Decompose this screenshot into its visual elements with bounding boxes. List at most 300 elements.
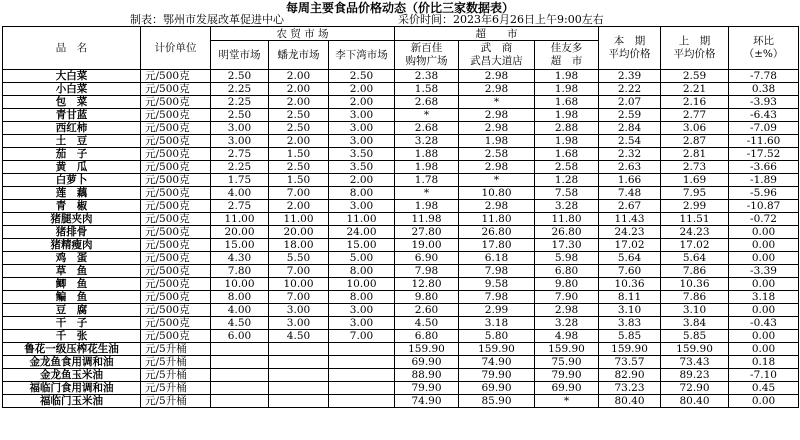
price-cell: 2.99 (661, 200, 729, 213)
unit-cell: 元/5升桶 (141, 382, 211, 395)
price-cell: 0.00 (729, 395, 799, 408)
price-cell (329, 369, 395, 382)
table-body (3, 70, 799, 408)
price-cell: 2.16 (661, 96, 729, 109)
table-row (3, 343, 799, 356)
price-cell: 1.66 (599, 174, 661, 187)
price-cell: 2.84 (599, 122, 661, 135)
price-cell: 2.73 (661, 161, 729, 174)
price-cell: 7.98 (459, 291, 535, 304)
price-cell: 3.10 (599, 304, 661, 317)
price-cell: 2.59 (661, 70, 729, 83)
price-cell: 75.90 (535, 356, 599, 369)
price-cell: 1.98 (535, 83, 599, 96)
price-cell (329, 382, 395, 395)
price-cell: * (535, 395, 599, 408)
price-cell: 2.00 (269, 200, 329, 213)
price-cell: -10.87 (729, 200, 799, 213)
table-row (3, 96, 799, 109)
item-name-cell: 青 椒 (3, 200, 141, 213)
unit-cell: 元/500克 (141, 330, 211, 343)
item-name-cell: 鸡 蛋 (3, 252, 141, 265)
price-cell: 10.00 (329, 278, 395, 291)
unit-cell: 元/500克 (141, 187, 211, 200)
price-cell: 6.80 (535, 265, 599, 278)
header-market-jiayouduo (535, 41, 599, 70)
item-name-cell: 猪精瘦肉 (3, 239, 141, 252)
table-header (3, 27, 799, 70)
price-cell (329, 356, 395, 369)
price-cell: 10.00 (269, 278, 329, 291)
item-name-cell: 鳊 鱼 (3, 291, 141, 304)
price-cell (211, 369, 269, 382)
price-cell: 20.00 (211, 226, 269, 239)
header-market-mingtang (211, 41, 269, 70)
price-cell: -7.09 (729, 122, 799, 135)
price-cell: 8.00 (329, 187, 395, 200)
price-cell (211, 356, 269, 369)
item-name-cell: 金龙鱼玉米油 (3, 369, 141, 382)
unit-cell: 元/500克 (141, 135, 211, 148)
unit-cell: 元/500克 (141, 96, 211, 109)
item-name-cell: 黄 瓜 (3, 161, 141, 174)
price-cell: 2.63 (599, 161, 661, 174)
price-cell: 2.25 (211, 83, 269, 96)
price-cell: 69.90 (459, 382, 535, 395)
price-cell: 2.81 (661, 148, 729, 161)
price-cell: 0.00 (729, 304, 799, 317)
price-cell: 2.07 (599, 96, 661, 109)
price-cell: 0.18 (729, 356, 799, 369)
price-cell: 2.75 (211, 148, 269, 161)
price-cell: 1.98 (535, 70, 599, 83)
price-cell: 2.50 (269, 161, 329, 174)
price-cell: 5.50 (269, 252, 329, 265)
price-cell: 6.80 (395, 330, 459, 343)
header-unit: 计价单位 (141, 27, 211, 70)
price-cell (211, 382, 269, 395)
table-row (3, 291, 799, 304)
table-row (3, 304, 799, 317)
price-cell: 73.23 (599, 382, 661, 395)
price-cell: 7.00 (329, 330, 395, 343)
item-name-cell: 豆 腐 (3, 304, 141, 317)
price-cell: 159.90 (459, 343, 535, 356)
price-cell: 0.00 (729, 226, 799, 239)
price-cell: 27.80 (395, 226, 459, 239)
header-market-lixiawan (329, 41, 395, 70)
price-cell: 2.25 (211, 96, 269, 109)
price-cell: 7.00 (269, 265, 329, 278)
price-cell: 12.80 (395, 278, 459, 291)
price-cell: 11.00 (329, 213, 395, 226)
header-current-avg (599, 27, 661, 70)
table-row (3, 174, 799, 187)
unit-cell: 元/500克 (141, 161, 211, 174)
header-previous-avg-text: 上 期 平均价格 (673, 35, 716, 60)
price-cell: 17.02 (661, 239, 729, 252)
price-cell: * (459, 174, 535, 187)
price-cell: 2.99 (459, 304, 535, 317)
price-cell: 0.00 (729, 278, 799, 291)
table-row (3, 369, 799, 382)
price-cell: 2.98 (459, 200, 535, 213)
price-cell: 1.69 (661, 174, 729, 187)
unit-cell: 元/500克 (141, 278, 211, 291)
price-cell: 74.90 (395, 395, 459, 408)
header-previous-avg (661, 27, 729, 70)
price-cell: 17.80 (459, 239, 535, 252)
item-name-cell: 小白菜 (3, 83, 141, 96)
unit-cell: 元/500克 (141, 174, 211, 187)
price-cell: 2.75 (211, 200, 269, 213)
price-cell: 2.98 (459, 161, 535, 174)
price-cell: 159.90 (661, 343, 729, 356)
price-cell (329, 395, 395, 408)
price-cell: 2.58 (459, 148, 535, 161)
price-cell: 2.98 (535, 304, 599, 317)
price-cell: 2.98 (459, 83, 535, 96)
price-cell (211, 395, 269, 408)
table-row (3, 109, 799, 122)
price-cell: 2.50 (269, 122, 329, 135)
price-cell: 1.98 (535, 135, 599, 148)
header-change-text: 环比 （±%） (743, 35, 784, 60)
price-cell: 3.00 (329, 109, 395, 122)
price-cell: 7.95 (661, 187, 729, 200)
price-cell: 8.11 (599, 291, 661, 304)
unit-cell: 元/500克 (141, 304, 211, 317)
price-cell: 159.90 (535, 343, 599, 356)
unit-cell: 元/500克 (141, 226, 211, 239)
price-cell: -0.72 (729, 213, 799, 226)
price-cell: 8.00 (211, 291, 269, 304)
price-cell: 1.75 (211, 174, 269, 187)
unit-cell: 元/500克 (141, 200, 211, 213)
price-cell: 2.00 (329, 96, 395, 109)
price-cell: 11.43 (599, 213, 661, 226)
price-cell: 0.00 (729, 252, 799, 265)
item-name-cell: 西红柿 (3, 122, 141, 135)
price-cell: 8.00 (329, 265, 395, 278)
price-cell: -6.43 (729, 109, 799, 122)
unit-cell: 元/500克 (141, 239, 211, 252)
price-cell: 2.00 (269, 135, 329, 148)
table-row (3, 356, 799, 369)
unit-cell: 元/500克 (141, 122, 211, 135)
table-row (3, 226, 799, 239)
table-row (3, 265, 799, 278)
price-cell: 4.50 (211, 317, 269, 330)
price-cell: -3.93 (729, 96, 799, 109)
price-cell: 7.00 (269, 291, 329, 304)
price-cell: 3.50 (329, 148, 395, 161)
header-market-wushang (459, 41, 535, 70)
price-cell: 1.50 (269, 174, 329, 187)
price-cell: 10.00 (211, 278, 269, 291)
price-cell: -0.43 (729, 317, 799, 330)
price-cell: 80.40 (661, 395, 729, 408)
price-cell: 2.22 (599, 83, 661, 96)
price-cell: 6.00 (211, 330, 269, 343)
price-cell: 11.80 (459, 213, 535, 226)
header-market-text: 新百佳 购物广场 (405, 42, 448, 67)
table-row (3, 252, 799, 265)
price-cell: 3.00 (329, 135, 395, 148)
table-row (3, 395, 799, 408)
header-market-text: 武 商 武昌大道店 (470, 42, 523, 67)
price-cell: * (459, 96, 535, 109)
price-cell: 3.18 (729, 291, 799, 304)
price-cell: 3.50 (329, 161, 395, 174)
header-market-text: 明堂市场 (218, 48, 261, 61)
price-cell: 7.90 (535, 291, 599, 304)
header-market-text: 蟠龙市场 (277, 48, 320, 61)
unit-cell: 元/500克 (141, 213, 211, 226)
item-name-cell: 福临门食用调和油 (3, 382, 141, 395)
price-cell: 2.60 (395, 304, 459, 317)
price-cell: 7.86 (661, 291, 729, 304)
price-cell: 2.77 (661, 109, 729, 122)
price-cell: 7.60 (599, 265, 661, 278)
price-cell: 11.00 (269, 213, 329, 226)
price-cell: 2.39 (599, 70, 661, 83)
price-cell: 2.00 (269, 83, 329, 96)
price-cell: 11.98 (395, 213, 459, 226)
price-cell: 9.58 (459, 278, 535, 291)
price-cell: 2.58 (535, 161, 599, 174)
price-cell: 3.83 (599, 317, 661, 330)
price-cell: 4.30 (211, 252, 269, 265)
price-cell: 89.23 (661, 369, 729, 382)
price-cell: 69.90 (535, 382, 599, 395)
table-row (3, 135, 799, 148)
price-cell: 72.90 (661, 382, 729, 395)
price-cell: 1.78 (395, 174, 459, 187)
price-cell: 15.00 (329, 239, 395, 252)
unit-cell: 元/5升桶 (141, 356, 211, 369)
price-cell: 26.80 (535, 226, 599, 239)
price-cell: 3.00 (211, 122, 269, 135)
price-cell: 159.90 (599, 343, 661, 356)
table-row (3, 148, 799, 161)
unit-cell: 元/500克 (141, 70, 211, 83)
price-cell: 2.68 (395, 96, 459, 109)
table-row (3, 187, 799, 200)
price-cell: 2.98 (459, 109, 535, 122)
price-cell: 3.28 (535, 200, 599, 213)
price-cell: 2.00 (329, 83, 395, 96)
price-cell: 2.50 (211, 109, 269, 122)
price-cell: 2.88 (535, 122, 599, 135)
table-row (3, 382, 799, 395)
collect-time-line: 采价时间：2023年6月26日上午9:00左右 (398, 13, 604, 26)
table-row (3, 83, 799, 96)
price-cell: 24.23 (599, 226, 661, 239)
price-cell: 1.50 (269, 148, 329, 161)
price-cell: 2.87 (661, 135, 729, 148)
price-cell: 85.90 (459, 395, 535, 408)
price-cell: 79.90 (395, 382, 459, 395)
price-cell: 7.98 (395, 265, 459, 278)
price-cell: 0.45 (729, 382, 799, 395)
price-cell: -7.10 (729, 369, 799, 382)
price-cell: 24.00 (329, 226, 395, 239)
price-cell: 3.00 (329, 304, 395, 317)
unit-cell: 元/500克 (141, 148, 211, 161)
item-name-cell: 福临门玉米油 (3, 395, 141, 408)
item-name-cell: 草 鱼 (3, 265, 141, 278)
price-cell: 4.50 (269, 330, 329, 343)
header-market-panlong (269, 41, 329, 70)
price-cell: * (395, 187, 459, 200)
price-cell: -11.60 (729, 135, 799, 148)
price-cell: 6.90 (395, 252, 459, 265)
item-name-cell: 大白菜 (3, 70, 141, 83)
price-cell: 10.36 (661, 278, 729, 291)
price-cell: 159.90 (395, 343, 459, 356)
price-cell: 3.00 (211, 135, 269, 148)
unit-cell: 元/500克 (141, 317, 211, 330)
header-current-avg-text: 本 期 平均价格 (608, 35, 651, 60)
price-cell: 1.98 (459, 135, 535, 148)
item-name-cell: 鲁花一级压榨花生油 (3, 343, 141, 356)
price-cell: 2.54 (599, 135, 661, 148)
price-cell: 5.64 (661, 252, 729, 265)
price-cell (269, 395, 329, 408)
header-market-text: 李下湾市场 (335, 48, 388, 61)
price-cell: 80.40 (599, 395, 661, 408)
price-cell: 0.00 (729, 343, 799, 356)
price-cell: 5.80 (459, 330, 535, 343)
price-cell: -3.39 (729, 265, 799, 278)
price-cell: 4.50 (395, 317, 459, 330)
header-name: 品 名 (3, 27, 141, 70)
price-cell: 7.00 (269, 187, 329, 200)
price-cell: 0.00 (729, 330, 799, 343)
header-market-text: 佳友多 超 市 (550, 42, 583, 67)
price-cell (269, 369, 329, 382)
price-cell: 10.36 (599, 278, 661, 291)
price-cell: 69.90 (395, 356, 459, 369)
price-cell: 79.90 (535, 369, 599, 382)
price-cell: -7.78 (729, 70, 799, 83)
price-cell: 73.43 (661, 356, 729, 369)
price-cell (329, 343, 395, 356)
header-change (729, 27, 799, 70)
price-cell: 88.90 (395, 369, 459, 382)
unit-cell: 元/5升桶 (141, 395, 211, 408)
price-cell: 4.00 (211, 304, 269, 317)
price-cell: 4.00 (211, 187, 269, 200)
compiler-line: 制表：鄂州市发展改革促进中心 (130, 13, 284, 26)
price-cell: 9.80 (535, 278, 599, 291)
price-cell: 1.88 (395, 148, 459, 161)
header-market-xinbaijia (395, 41, 459, 70)
item-name-cell: 白萝卜 (3, 174, 141, 187)
price-cell: 2.00 (269, 96, 329, 109)
unit-cell: 元/5升桶 (141, 369, 211, 382)
price-cell: 3.10 (661, 304, 729, 317)
price-cell: 2.50 (211, 70, 269, 83)
price-cell: 3.28 (395, 135, 459, 148)
item-name-cell: 干 子 (3, 317, 141, 330)
price-cell: 2.67 (599, 200, 661, 213)
price-cell: 3.00 (329, 200, 395, 213)
price-cell: 8.00 (329, 291, 395, 304)
price-cell: 1.68 (535, 148, 599, 161)
price-cell: 2.38 (395, 70, 459, 83)
price-cell: 19.00 (395, 239, 459, 252)
price-cell: 1.98 (395, 200, 459, 213)
table-row (3, 70, 799, 83)
price-cell: 2.68 (395, 122, 459, 135)
price-cell: 7.80 (211, 265, 269, 278)
price-cell: 7.48 (599, 187, 661, 200)
table-row (3, 239, 799, 252)
price-cell: 79.90 (459, 369, 535, 382)
price-cell: 3.00 (269, 317, 329, 330)
unit-cell: 元/500克 (141, 83, 211, 96)
unit-cell: 元/500克 (141, 109, 211, 122)
price-cell (269, 356, 329, 369)
price-cell: 0.38 (729, 83, 799, 96)
price-cell: 2.00 (269, 70, 329, 83)
price-cell: 3.06 (661, 122, 729, 135)
table-row (3, 122, 799, 135)
price-cell: 11.00 (211, 213, 269, 226)
price-cell (269, 382, 329, 395)
price-cell: 15.00 (211, 239, 269, 252)
price-cell: 20.00 (269, 226, 329, 239)
item-name-cell: 青甘蓝 (3, 109, 141, 122)
item-name-cell: 鲫 鱼 (3, 278, 141, 291)
table-row (3, 213, 799, 226)
price-cell: 1.98 (535, 109, 599, 122)
price-cell: 1.68 (535, 96, 599, 109)
price-cell: 9.80 (395, 291, 459, 304)
price-cell: 2.50 (329, 70, 395, 83)
unit-cell: 元/5升桶 (141, 343, 211, 356)
price-cell: 0.00 (729, 239, 799, 252)
price-cell (269, 343, 329, 356)
price-cell: 17.02 (599, 239, 661, 252)
item-name-cell: 猪排骨 (3, 226, 141, 239)
price-cell: 82.90 (599, 369, 661, 382)
item-name-cell: 莲 藕 (3, 187, 141, 200)
item-name-cell: 千 张 (3, 330, 141, 343)
price-cell: 7.98 (459, 265, 535, 278)
price-cell: 3.00 (269, 304, 329, 317)
price-cell: 2.32 (599, 148, 661, 161)
price-cell: 5.00 (329, 252, 395, 265)
price-cell: -5.96 (729, 187, 799, 200)
price-cell: 26.80 (459, 226, 535, 239)
price-cell: 2.59 (599, 109, 661, 122)
table-row (3, 278, 799, 291)
price-cell: 1.28 (535, 174, 599, 187)
price-cell: 2.98 (459, 70, 535, 83)
price-cell: 24.23 (661, 226, 729, 239)
report-title: 每周主要食品价格动态（价比三家数据表） (285, 1, 514, 15)
item-name-cell: 包 菜 (3, 96, 141, 109)
price-cell: -3.66 (729, 161, 799, 174)
price-cell: 10.80 (459, 187, 535, 200)
price-cell: 11.80 (535, 213, 599, 226)
price-cell (211, 343, 269, 356)
item-name-cell: 猪腿夹肉 (3, 213, 141, 226)
price-cell: 5.85 (661, 330, 729, 343)
